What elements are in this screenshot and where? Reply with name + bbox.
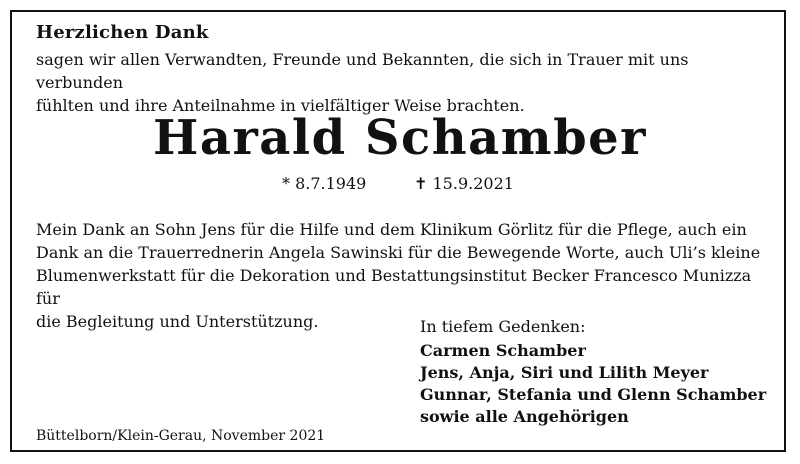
- gratitude-line: Blumenwerkstatt für die Dekoration und Bestattungsinstitut Becker Francesco Munizza für: [36, 266, 752, 308]
- place-and-date: Büttelborn/Klein-Gerau, November 2021: [36, 428, 326, 444]
- mourner-name: Carmen Schamber: [420, 341, 586, 360]
- signoff-lead: In tiefem Gedenken:: [420, 317, 586, 336]
- birth-date: * 8.7.1949: [282, 174, 367, 193]
- intro-text: [36, 48, 776, 117]
- deceased-name: Harald Schamber: [153, 110, 647, 166]
- gratitude-line: Dank an die Trauerrednerin Angela Sawinski für die Bewegende Worte, auch Uli’s kleine: [36, 243, 761, 262]
- intro-line: sagen wir allen Verwandten, Freunde und Bekannten, die sich in Trauer mit uns verbunden: [36, 50, 689, 92]
- thanks-heading: Herzlichen Dank: [36, 22, 209, 43]
- death-date: ✝ 15.9.2021: [414, 174, 514, 193]
- gratitude-line: Mein Dank an Sohn Jens für die Hilfe und dem Klinikum Görlitz für die Pflege, auch ein: [36, 220, 747, 239]
- signoff-block: [420, 316, 780, 428]
- mourner-list: [420, 340, 780, 428]
- intro-line: fühlten und ihre Anteilnahme in vielfältiger Weise brachten.: [36, 96, 525, 115]
- gratitude-line: die Begleitung und Unterstützung.: [36, 312, 319, 331]
- mourner-name: Jens, Anja, Siri und Lilith Meyer: [420, 363, 709, 382]
- mourner-name: sowie alle Angehörigen: [420, 407, 629, 426]
- mourner-name: Gunnar, Stefania und Glenn Schamber: [420, 385, 767, 404]
- life-dates: [0, 174, 800, 198]
